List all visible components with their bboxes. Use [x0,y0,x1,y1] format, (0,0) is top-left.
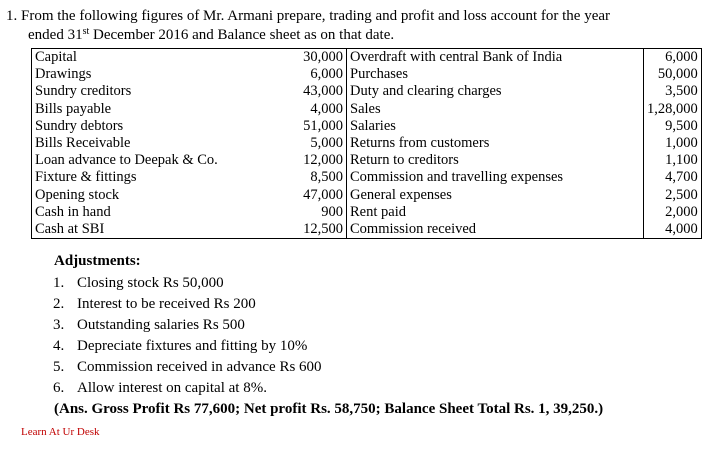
right-item-label: Returns from customers [350,135,490,152]
table-row [32,101,702,118]
adjustment-item [53,336,322,357]
adjustment-text: Outstanding salaries Rs 500 [77,317,245,333]
left-item-label: Drawings [32,66,286,83]
adjustment-item [53,357,322,378]
answer-line: (Ans. Gross Profit Rs 77,600; Net profit Rs. 58,750; Balance Sheet Total Rs. 1, 39,250.) [54,401,604,417]
right-item-amount: 2,000 [644,204,702,221]
right-item-label: Salaries [350,117,396,134]
adjustment-number: 4. [53,338,65,354]
right-item-label: Commission and travelling expenses [350,169,564,186]
right-item-amount: 1,000 [644,135,702,152]
left-item-amount: 51,000 [285,118,347,135]
table-row [32,49,702,67]
left-item-label: Cash at SBI [32,221,286,239]
adjustment-text: Closing stock Rs 50,000 [77,275,224,291]
right-item-label: Purchases [350,66,408,83]
right-item-label: Return to creditors [350,152,459,169]
table-row [32,83,702,100]
right-item-label: Commission received [347,221,644,239]
adjustment-item [53,294,322,315]
left-item-label: Fixture & fittings [32,169,286,186]
right-item-amount: 50,000 [644,66,702,83]
left-item-label: Sundry creditors [32,83,286,100]
table-row [32,118,702,135]
adjustments-list [53,273,322,399]
left-item-label: Opening stock [32,187,286,204]
right-item-label: General expenses [350,186,452,203]
left-item-amount: 900 [285,204,347,221]
left-item-amount: 12,500 [285,221,347,239]
adjustment-item [53,378,322,399]
left-item-amount: 43,000 [285,83,347,100]
left-item-amount: 30,000 [285,49,347,67]
right-item-amount: 4,700 [644,169,702,186]
table-row [32,204,702,221]
table-row [32,187,702,204]
adjustment-text: Depreciate fixtures and fitting by 10% [77,338,308,354]
question-line-2 [28,26,394,44]
table-row [32,221,702,239]
table-row [32,169,702,186]
left-item-amount: 12,000 [285,152,347,169]
left-item-label: Capital [32,49,286,67]
figures-table [31,48,702,239]
table-row [32,152,702,169]
left-item-amount: 6,000 [285,66,347,83]
right-item-amount: 1,100 [644,152,702,169]
left-item-label: Bills payable [32,101,286,118]
left-item-amount: 5,000 [285,135,347,152]
left-item-amount: 47,000 [285,187,347,204]
adjustment-number: 2. [53,296,65,312]
right-item-amount: 9,500 [644,118,702,135]
adjustment-number: 6. [53,380,65,396]
right-item-amount: 4,000 [644,221,702,239]
adjustment-number: 3. [53,317,65,333]
adjustment-text: Allow interest on capital at 8%. [77,380,267,396]
left-item-label: Cash in hand [32,204,286,221]
right-item-label: Sales [350,100,381,117]
question-line-2-start: ended 31 [28,27,83,43]
right-item-amount: 6,000 [644,49,702,67]
table-row [32,135,702,152]
left-item-label: Bills Receivable [32,135,286,152]
adjustment-item [53,273,322,294]
adjustment-number: 5. [53,359,65,375]
question-line-1: 1. From the following figures of Mr. Armani prepare, trading and profit and loss account for the year [6,8,611,24]
left-item-label: Loan advance to Deepak & Co. [32,152,286,169]
right-item-label: Overdraft with central Bank of India [347,49,644,67]
right-item-amount: 3,500 [644,83,702,100]
adjustment-text: Commission received in advance Rs 600 [77,359,322,375]
ordinal-suffix: st [82,26,90,37]
adjustment-number: 1. [53,275,65,291]
adjustment-text: Interest to be received Rs 200 [77,296,256,312]
left-item-label: Sundry debtors [32,118,286,135]
right-item-label: Duty and clearing charges [350,83,502,100]
right-item-amount: 1,28,000 [644,101,702,118]
table-row [32,66,702,83]
adjustments-title: Adjustments: [54,253,141,269]
question-line-2-end: December 2016 and Balance sheet as on that date. [89,27,395,43]
right-item-amount: 2,500 [644,187,702,204]
left-item-amount: 4,000 [285,101,347,118]
right-item-label: Rent paid [350,203,406,220]
adjustment-item [53,315,322,336]
footer-watermark: Learn At Ur Desk [21,426,100,438]
left-item-amount: 8,500 [285,169,347,186]
